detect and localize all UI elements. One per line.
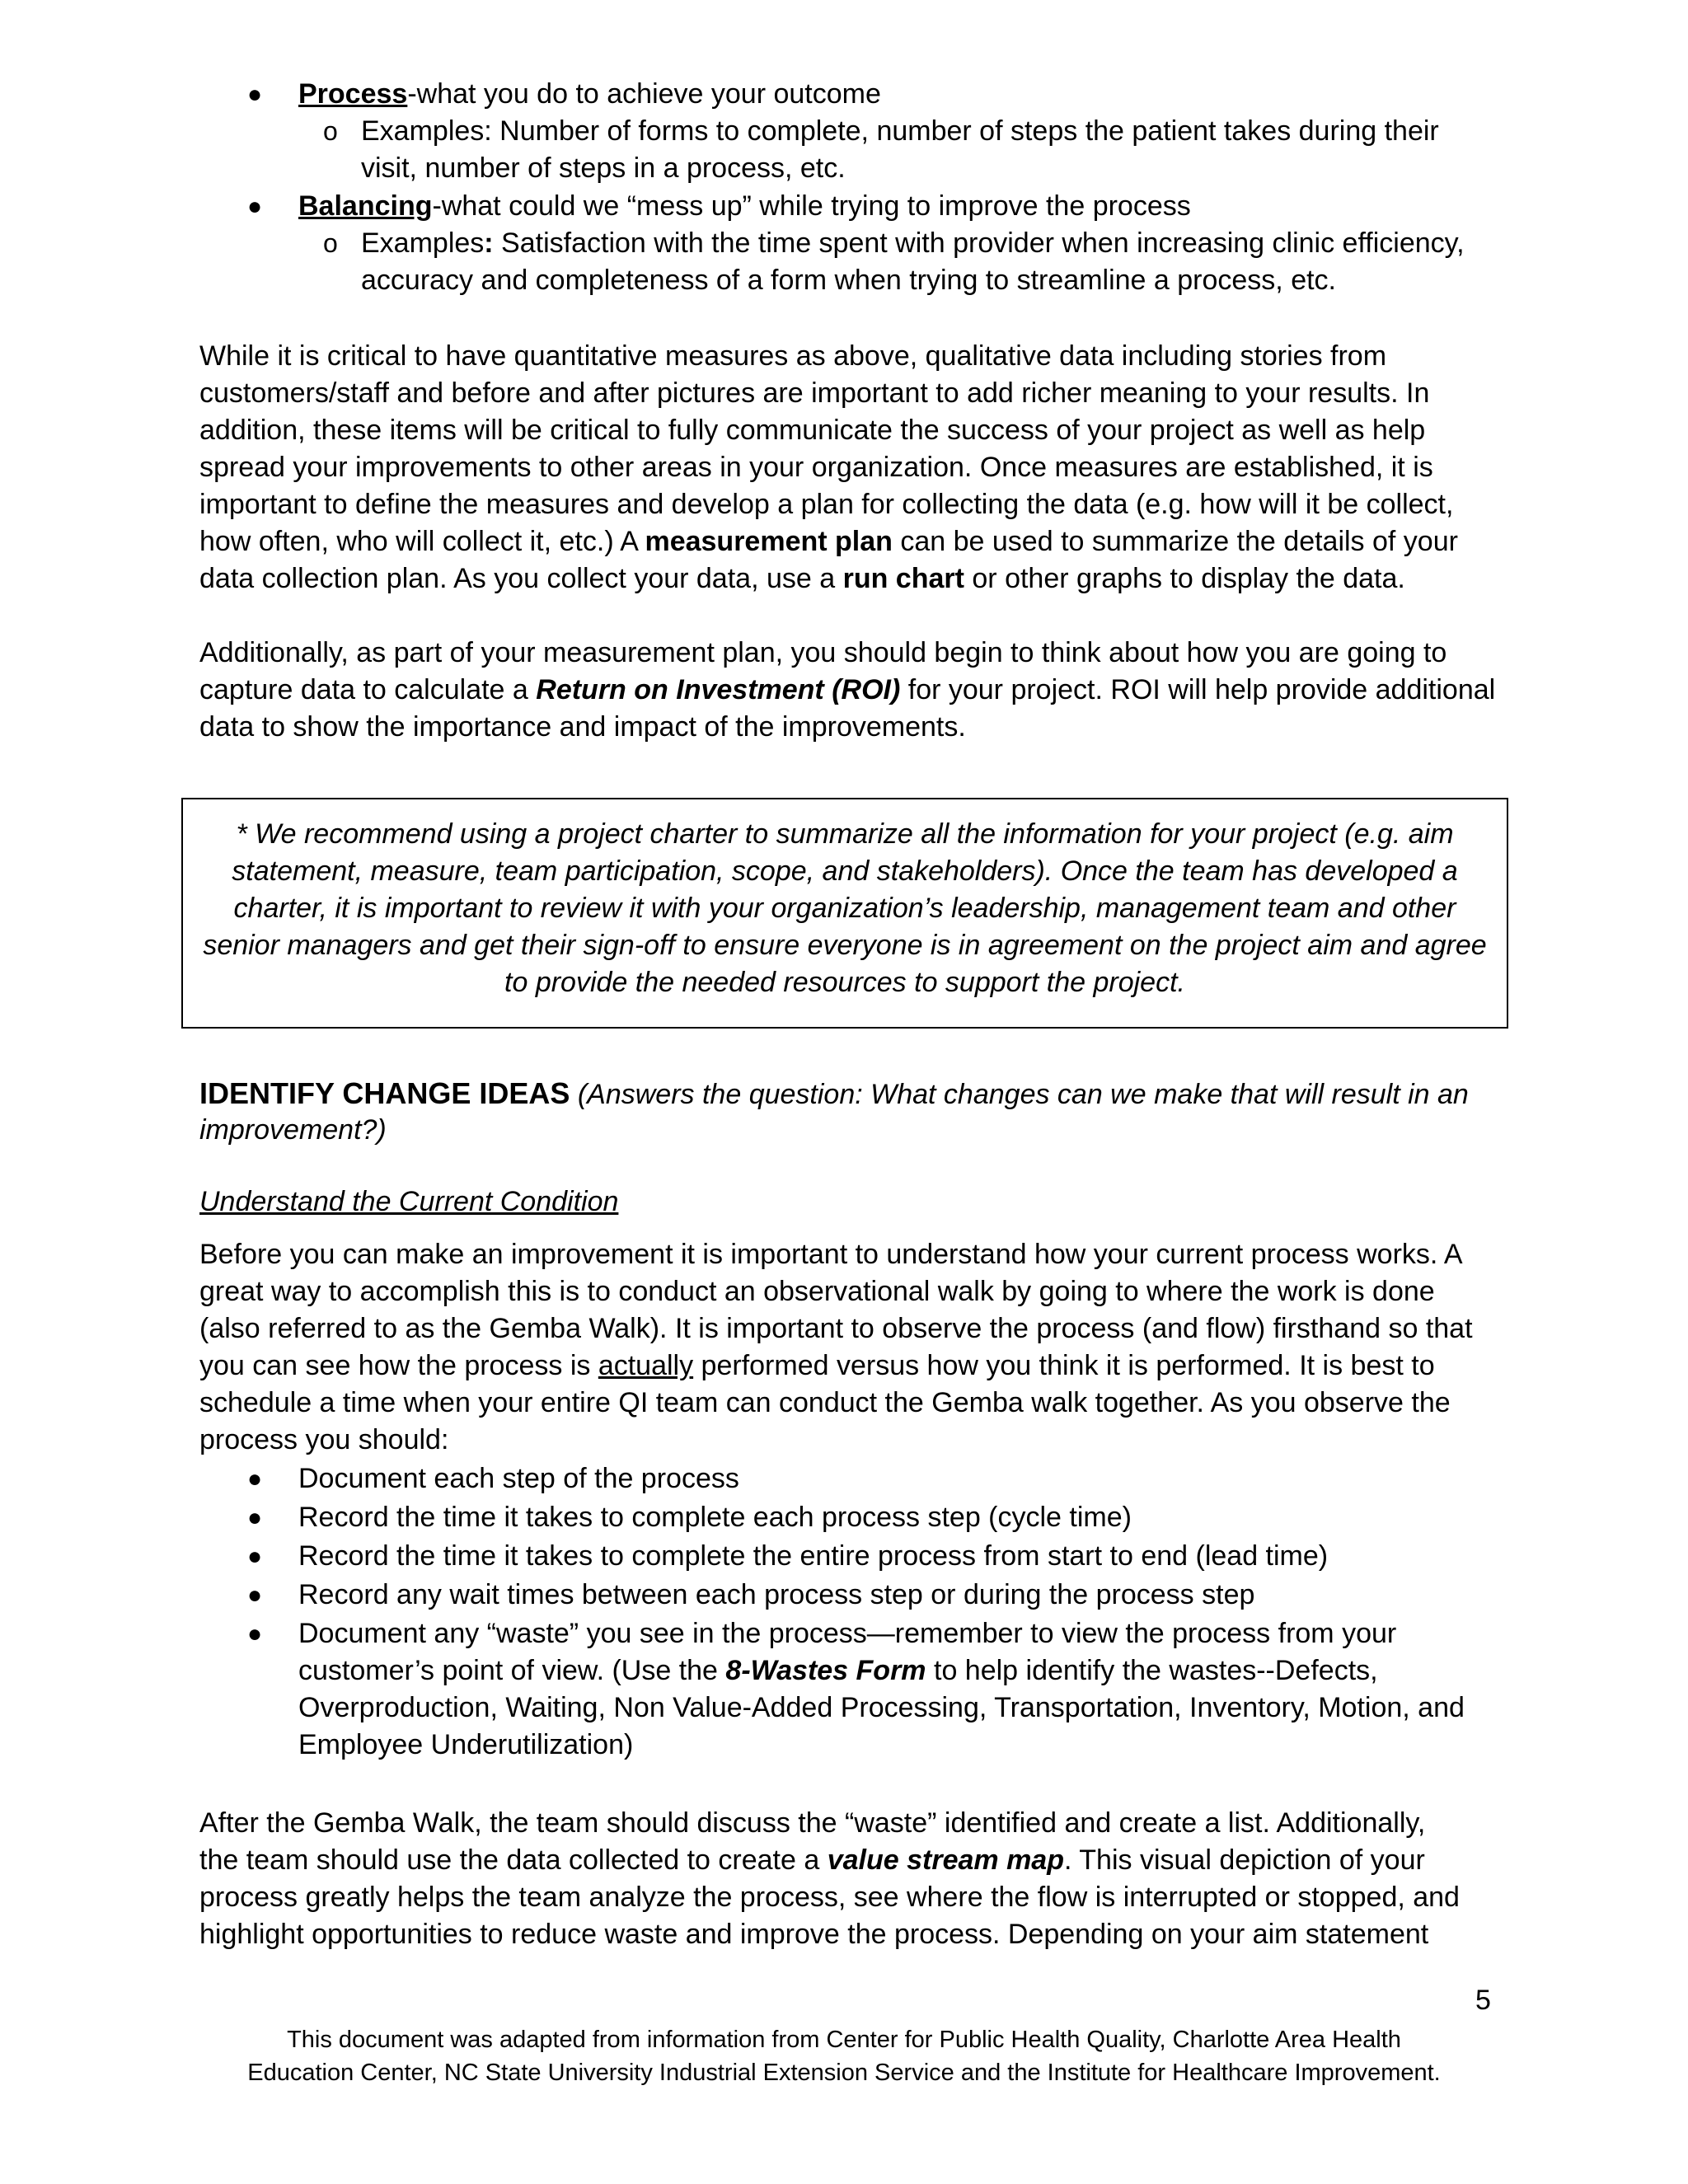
paragraph-4-line-3: process greatly helps the team analyze the process, see where the flow is interrupted or stopped, and bbox=[199, 1882, 1460, 1913]
run-chart-term: run chart bbox=[842, 563, 964, 594]
paragraph-1-line-6-a: how often, who will collect it, etc.) A bbox=[199, 526, 645, 557]
step-4: Record any wait times between each process step or during the process step bbox=[298, 1579, 1255, 1610]
process-definition: -what you do to achieve your outcome bbox=[407, 78, 881, 110]
section-subtitle-1: (Answers the question: What changes can we make that will result in an bbox=[570, 1079, 1469, 1110]
paragraph-3-line-1: Before you can make an improvement it is important to understand how your current process works. A bbox=[199, 1239, 1463, 1270]
step-5-line-4: Employee Underutilization) bbox=[298, 1729, 634, 1760]
step-5-line-1: Document any “waste” you see in the process—remember to view the process from your bbox=[298, 1618, 1397, 1649]
balancing-term: Balancing bbox=[298, 190, 433, 222]
section-subtitle-2: improvement?) bbox=[199, 1114, 387, 1146]
paragraph-3-line-5: schedule a time when your entire QI team can conduct the Gemba walk together. As you observe the bbox=[199, 1387, 1451, 1418]
footer-line-1: This document was adapted from information from Center for Public Health Quality, Charlotte Area Health bbox=[287, 2027, 1401, 2053]
paragraph-4-line-2-a: the team should use the data collected to create a bbox=[199, 1844, 828, 1876]
paragraph-1-line-1: While it is critical to have quantitative measures as above, qualitative data including stories from bbox=[199, 340, 1387, 372]
paragraph-1-line-6-c: can be used to summarize the details of your bbox=[892, 526, 1458, 557]
bullet-icon: ● bbox=[247, 1543, 263, 1570]
project-charter-callout bbox=[181, 798, 1508, 1029]
callout-line-4: senior managers and get their sign-off to ensure everyone is in agreement on the project aim and agree bbox=[203, 930, 1487, 961]
paragraph-2-line-2 bbox=[199, 672, 1495, 709]
bullet-icon: ● bbox=[247, 193, 263, 220]
paragraph-3-line-3: (also referred to as the Gemba Walk). It is important to observe the process (and flow) firsthand so that bbox=[199, 1313, 1473, 1344]
balancing-definition: -what could we “mess up” while trying to improve the process bbox=[432, 190, 1191, 222]
bullet-icon: ● bbox=[247, 1465, 263, 1493]
balancing-examples-line-1 bbox=[361, 225, 1465, 262]
paragraph-4-line-2 bbox=[199, 1842, 1425, 1879]
balancing-examples-line-2: accuracy and completeness of a form when trying to streamline a process, etc. bbox=[361, 265, 1336, 296]
paragraph-1-line-2: customers/staff and before and after pictures are important to add richer meaning to your results. In bbox=[199, 377, 1430, 409]
actually-word: actually bbox=[598, 1350, 694, 1381]
callout-line-3: charter, it is important to review it with your organization’s leadership, management team and other bbox=[233, 893, 1456, 924]
paragraph-2-line-1: Additionally, as part of your measurement plan, you should begin to think about how you are going to bbox=[199, 637, 1447, 668]
paragraph-3-line-4-c: performed versus how you think it is performed. It is best to bbox=[693, 1350, 1435, 1381]
process-examples-line-1: Examples: Number of forms to complete, number of steps the patient takes during their bbox=[361, 115, 1439, 147]
circle-bullet-icon: o bbox=[323, 228, 338, 258]
bullet-icon: ● bbox=[247, 81, 263, 108]
bullet-icon: ● bbox=[247, 1504, 263, 1531]
page-number: 5 bbox=[1475, 1985, 1491, 2016]
process-examples-line-2: visit, number of steps in a process, etc. bbox=[361, 152, 846, 184]
paragraph-4-line-2-c: . This visual depiction of your bbox=[1063, 1844, 1425, 1876]
step-5-line-2 bbox=[298, 1652, 1378, 1690]
bullet-icon: ● bbox=[247, 1620, 263, 1647]
footer-line-2: Education Center, NC State University Industrial Extension Service and the Institute for Healthcare Improvement. bbox=[247, 2060, 1441, 2086]
paragraph-1-line-4: spread your improvements to other areas in your organization. Once measures are established, it is bbox=[199, 452, 1433, 483]
process-term: Process bbox=[298, 78, 408, 110]
callout-line-5: to provide the needed resources to support the project. bbox=[504, 967, 1185, 998]
step-2: Record the time it takes to complete each process step (cycle time) bbox=[298, 1502, 1132, 1533]
roi-term: Return on Investment (ROI) bbox=[536, 674, 901, 705]
step-3: Record the time it takes to complete the entire process from start to end (lead time) bbox=[298, 1540, 1329, 1572]
paragraph-1-line-7-c: or other graphs to display the data. bbox=[964, 563, 1405, 594]
paragraph-1-line-3: addition, these items will be critical to fully communicate the success of your project as well as help bbox=[199, 415, 1426, 446]
value-stream-map-term: value stream map bbox=[827, 1844, 1064, 1876]
paragraph-2-line-3: data to show the importance and impact of the improvements. bbox=[199, 711, 966, 743]
section-heading bbox=[199, 1075, 1469, 1113]
measurement-plan-term: measurement plan bbox=[645, 526, 893, 557]
bullet-icon: ● bbox=[247, 1582, 263, 1609]
paragraph-4-line-1: After the Gemba Walk, the team should discuss the “waste” identified and create a list. Additionally, bbox=[199, 1807, 1426, 1839]
paragraph-3-line-2: great way to accomplish this is to conduct an observational walk by going to where the work is done bbox=[199, 1276, 1435, 1307]
paragraph-3-line-6: process you should: bbox=[199, 1424, 449, 1455]
paragraph-3-line-4-a: you can see how the process is bbox=[199, 1350, 598, 1381]
eight-wastes-form-term: 8-Wastes Form bbox=[725, 1655, 926, 1686]
step-5-line-3: Overproduction, Waiting, Non Value-Added Processing, Transportation, Inventory, Motion, and bbox=[298, 1692, 1465, 1723]
paragraph-1-line-7-a: data collection plan. As you collect your data, use a bbox=[199, 563, 843, 594]
step-5-line-2-c: to help identify the wastes--Defects, bbox=[926, 1655, 1378, 1686]
paragraph-1-line-7 bbox=[199, 560, 1405, 598]
step-1: Document each step of the process bbox=[298, 1463, 739, 1494]
balancing-examples-label: Examples bbox=[361, 227, 485, 259]
subheading: Understand the Current Condition bbox=[199, 1186, 619, 1217]
process-measure-line bbox=[298, 76, 881, 113]
circle-bullet-icon: o bbox=[323, 116, 338, 146]
paragraph-3-line-4 bbox=[199, 1347, 1435, 1385]
callout-line-2: statement, measure, team participation, scope, and stakeholders). Once the team has developed a bbox=[232, 855, 1458, 887]
balancing-examples-colon: : bbox=[484, 227, 494, 259]
paragraph-4-line-4: highlight opportunities to reduce waste and improve the process. Depending on your aim statement bbox=[199, 1919, 1429, 1950]
step-5-line-2-a: customer’s point of view. (Use the bbox=[298, 1655, 726, 1686]
balancing-measure-line bbox=[298, 188, 1191, 225]
paragraph-1-line-5: important to define the measures and develop a plan for collecting the data (e.g. how will it be collect, bbox=[199, 489, 1454, 520]
paragraph-2-line-2-c: for your project. ROI will help provide additional bbox=[900, 674, 1496, 705]
balancing-examples-text: Satisfaction with the time spent with provider when increasing clinic efficiency, bbox=[493, 227, 1465, 259]
paragraph-2-line-2-a: capture data to calculate a bbox=[199, 674, 537, 705]
paragraph-1-line-6 bbox=[199, 523, 1458, 560]
callout-line-1: * We recommend using a project charter to summarize all the information for your project (e.g. aim bbox=[236, 818, 1454, 850]
section-title: IDENTIFY CHANGE IDEAS bbox=[199, 1076, 570, 1110]
